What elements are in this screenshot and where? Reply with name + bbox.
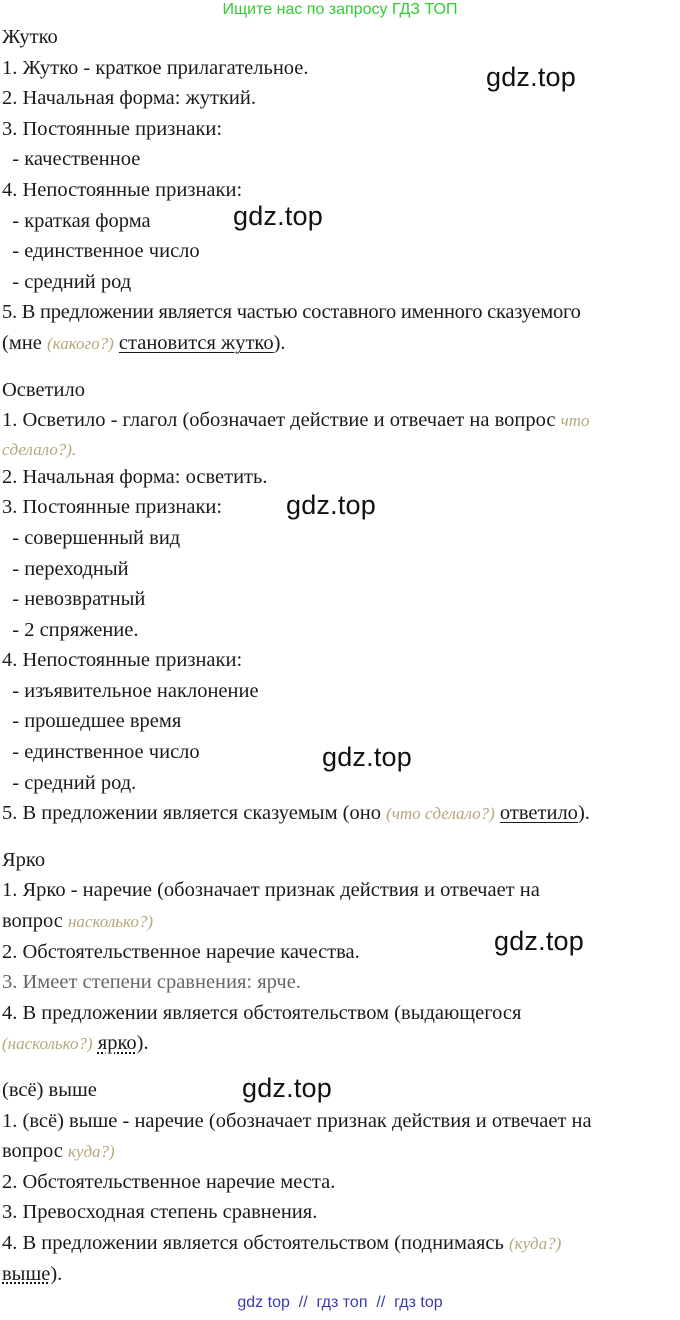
text-fragment: ).	[50, 1262, 63, 1285]
underlined-predicate: становится жутко	[118, 331, 274, 354]
text-line	[2, 436, 680, 462]
watermark: gdz.top	[242, 1073, 332, 1103]
question-hint: (какого?)	[47, 333, 114, 353]
question-hint: насколько?)	[68, 912, 153, 932]
watermark: gdz.top	[494, 926, 584, 956]
text-line: - совершенный вид	[2, 526, 181, 549]
text-fragment: 5. В предложении является сказуемым (оно	[2, 802, 387, 825]
text-line	[2, 328, 680, 359]
watermark: gdz.top	[322, 742, 412, 772]
text-line: - средний род	[2, 270, 132, 293]
text-line	[2, 798, 680, 829]
text-fragment: вопрос	[2, 1140, 68, 1163]
text-line: 1. (всё) выше - наречие (обозначает признак действия и отвечает на	[2, 1109, 592, 1132]
text-line: 3. Постоянные признаки:	[2, 496, 223, 519]
text-line: 3. Превосходная степень сравнения.	[2, 1201, 318, 1224]
text-line	[2, 1028, 680, 1059]
question-hint: что	[560, 411, 590, 431]
text-line: - краткая форма	[2, 209, 151, 232]
text-line	[2, 1228, 680, 1259]
underlined-adverbial: ярко	[97, 1032, 137, 1055]
text-line: - 2 спряжение.	[2, 618, 139, 641]
text-line: 2. Начальная форма: осветить.	[2, 465, 268, 488]
text-fragment: ).	[136, 1032, 149, 1055]
watermark: gdz.top	[233, 201, 323, 231]
text-line	[2, 1259, 680, 1290]
text-line: - переходный	[2, 557, 129, 580]
question-hint: (что сделало?)	[386, 804, 495, 824]
text-fragment: 1. Осветило - глагол (обозначает действие и отвечает на вопрос	[2, 409, 561, 432]
text-line: - качественное	[2, 148, 141, 171]
text-line: - прошедшее время	[2, 710, 182, 733]
text-line: 1. Ярко - наречие (обозначает признак действия и отвечает на	[2, 879, 540, 902]
text-line: - средний род.	[2, 771, 137, 794]
underlined-predicate: ответило	[499, 802, 578, 825]
text-line: 4. В предложении является обстоятельством (выдающегося	[2, 1001, 522, 1024]
text-fragment: 4. В предложении является обстоятельством (поднимаясь	[2, 1231, 509, 1254]
text-line: 2. Начальная форма: жуткий.	[2, 87, 256, 110]
text-line: 4. Непостоянные признаки:	[2, 178, 243, 201]
section-title: (всё) выше	[2, 1079, 97, 1101]
section-title: Ярко	[2, 848, 46, 871]
question-hint: (насколько?)	[2, 1034, 93, 1054]
section-title: Жутко	[2, 26, 58, 48]
text-line: 2. Обстоятельственное наречие места.	[2, 1170, 336, 1193]
text-line: 3. Постоянные признаки:	[2, 117, 223, 140]
search-banner: Ищите нас по запросу ГДЗ ТОП	[222, 1, 458, 18]
text-line	[2, 405, 680, 436]
question-hint: (куда?)	[508, 1233, 562, 1253]
text-line	[2, 1136, 680, 1167]
section-title: Осветило	[2, 378, 85, 401]
text-line: 1. Жутко - краткое прилагательное.	[2, 56, 309, 79]
text-line: - изъявительное наклонение	[2, 679, 259, 702]
text-fragment: ).	[577, 802, 590, 825]
question-hint: куда?)	[68, 1142, 115, 1162]
question-hint: сделало?).	[2, 439, 77, 459]
text-fragment: вопрос	[2, 910, 68, 933]
watermark: gdz.top	[286, 490, 376, 520]
text-fragment: ).	[273, 331, 286, 354]
text-line: 5. В предложении является частью составного именного сказуемого	[2, 301, 581, 324]
footer-links: gdz top // гдз топ // гдз top	[237, 1294, 443, 1311]
text-line: - единственное число	[2, 240, 200, 263]
watermark: gdz.top	[486, 62, 576, 92]
text-line: 4. Непостоянные признаки:	[2, 649, 243, 672]
text-fragment: (мне	[2, 331, 47, 354]
document-body	[2, 22, 680, 1289]
text-line: 3. Имеет степени сравнения: ярче.	[2, 971, 301, 994]
text-line: - невозвратный	[2, 588, 146, 611]
text-line: 2. Обстоятельственное наречие качества.	[2, 940, 360, 963]
underlined-adverbial: выше	[2, 1262, 51, 1285]
text-line: - единственное число	[2, 741, 200, 764]
